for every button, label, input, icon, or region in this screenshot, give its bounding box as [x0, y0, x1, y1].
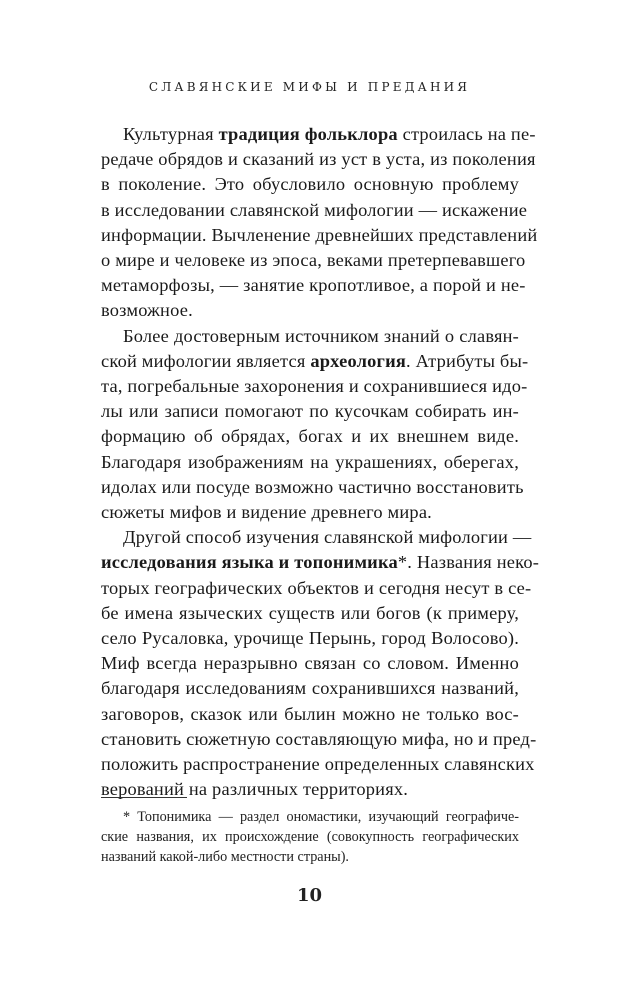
text-line: информации. Вычленение древнейших представлений — [101, 224, 538, 245]
running-header: СЛАВЯНСКИЕ МИФЫ И ПРЕДАНИЯ — [148, 80, 471, 94]
text-line: о мире и человеке из эпоса, веками претерпевавшего — [101, 250, 526, 271]
text-line: редаче обрядов и сказаний из уст в уста, из поколения — [101, 149, 536, 170]
text-line: Другой способ изучения славянской мифологии — — [123, 527, 532, 548]
text-line: Миф всегда неразрывно связан со словом. Именно — [101, 653, 519, 674]
text-line: Более достоверным источником знаний о славян- — [123, 325, 519, 346]
text-line: положить распространение определенных славянских — [101, 754, 535, 775]
footnote-line: * Топонимика — раздел ономастики, изучающий географиче- — [123, 809, 519, 825]
text-line: сюжеты мифов и видение древнего мира. — [101, 502, 432, 523]
text-line: в поколение. Это обусловило основную проблему — [101, 174, 519, 195]
paragraph — [101, 324, 529, 526]
text-line: возможное. — [101, 300, 193, 321]
emphasis-term: традиция фольклора — [218, 124, 398, 144]
text-line: Благодаря изображениям на украшениях, оберегах, — [101, 451, 519, 472]
text-line: село Русаловка, урочище Перынь, город Волосово). — [101, 628, 519, 649]
page-number: 10 — [296, 885, 323, 906]
text-line: в исследовании славянской мифологии — искажение — [101, 199, 528, 220]
footnote — [101, 807, 519, 867]
paragraph — [101, 122, 538, 324]
text-line: Культурная традиция фольклора строилась на пе- — [123, 124, 536, 144]
text-line: торых географических объектов и сегодня несут в се- — [101, 577, 532, 598]
text-line: лы или записи помогают по кусочкам собирать ин- — [101, 401, 519, 422]
footnote-line: названий какой-либо местности страны). — [101, 849, 349, 865]
text-line: ской мифологии является археология. Атрибуты бы- — [101, 350, 529, 371]
text-line: идолах или посуде возможно частично восстановить — [101, 476, 524, 497]
text-line: метаморфозы, — занятие кропотливое, а порой и не- — [101, 275, 526, 296]
emphasis-term: археология — [310, 350, 407, 371]
text-line: формацию об обрядах, богах и их внешнем виде. — [101, 426, 519, 447]
paragraph — [101, 525, 540, 802]
text-line: благодаря исследованиям сохранившихся названий, — [101, 678, 519, 699]
emphasis-term: исследования языка и топонимика — [101, 552, 398, 573]
text-line: исследования языка и топонимика*. Названия неко- — [101, 552, 540, 573]
text-line: та, погребальные захоронения и сохранившиеся идо- — [101, 376, 528, 397]
text-line: становить сюжетную составляющую мифа, но и пред- — [101, 728, 537, 749]
text-line: заговоров, сказок или былин можно не только вос- — [101, 703, 519, 724]
text-line: верований на различных территориях. — [101, 779, 409, 800]
text-line: бе имена языческих существ или богов (к примеру, — [101, 602, 519, 623]
footnote-line: ские названия, их происхождение (совокупность географических — [101, 829, 519, 845]
body-text — [101, 122, 540, 802]
footnote-rule — [101, 797, 187, 798]
